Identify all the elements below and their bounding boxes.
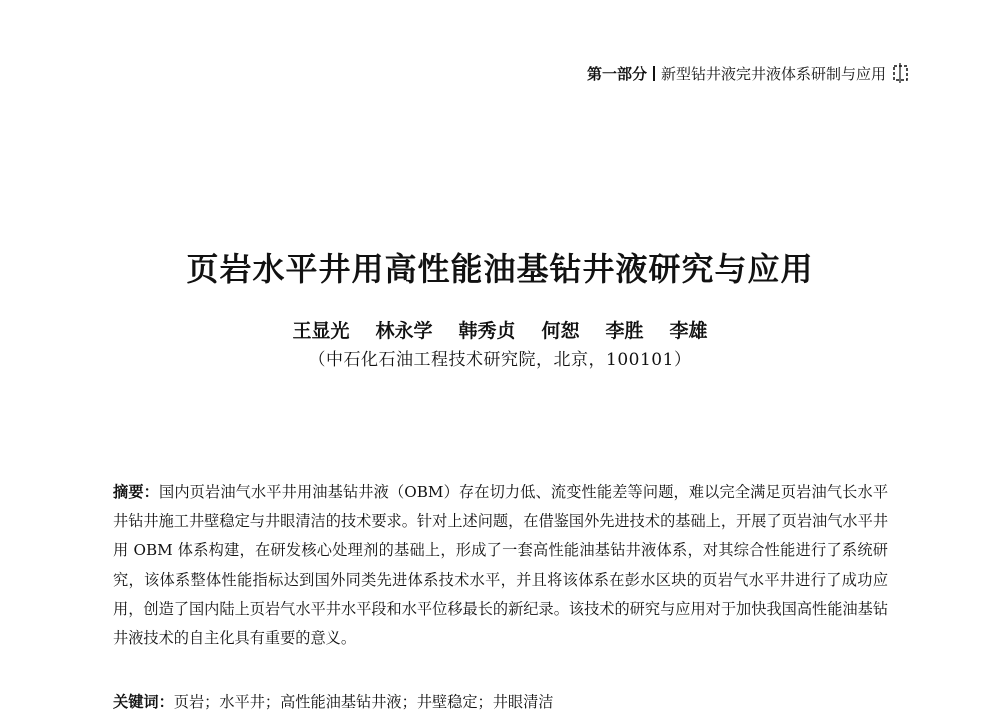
abstract [113,478,888,653]
header-part: 第一部分 [586,64,647,83]
author-name: 王显光 [292,320,350,342]
corner-mark-icon [892,62,910,84]
keywords-text: 页岩；水平井；高性能油基钻井液；井壁稳定；井眼清洁 [173,693,554,711]
abstract-label: 摘要： [113,483,159,501]
header-separator [653,66,655,81]
author-name: 何恕 [541,320,580,342]
paper-title: 页岩水平井用高性能油基钻井液研究与应用 [186,250,814,288]
author-name: 李胜 [605,320,644,342]
abstract-text: 国内页岩油气水平井用油基钻井液（OBM）存在切力低、流变性能差等问题，难以完全满足页岩油气长水平井钻井施工井壁稳定与井眼清洁的技术要求。针对上述问题，在借鉴国外先进技术的基础上，开展了页岩油气水平井用 OBM 体系构建，在研发核心处理剂的基础上，形成了一套高性能油基钻井液体系，对其综合性能进行了系统研究，该体系整体性能指标达到国外同类先进体系技术水平，并且将该体系在彭水区块的页岩气水平井进行了成功应用，创造了国内陆上页岩气水平井水平段和水平位移最长的新纪录。该技术的研究与应用对于加快我国高性能油基钻井液技术的自主化具有重要的意义。 [113,483,889,648]
running-header [500,58,910,88]
author-name: 韩秀贞 [458,320,516,342]
affiliation: （中石化石油工程技术研究院，北京，100101） [308,350,692,370]
author-name: 林永学 [375,320,433,342]
author-list [0,316,1000,343]
keywords-label: 关键词： [113,693,174,711]
header-series: 新型钻井液完井液体系研制与应用 [660,64,886,83]
keywords [113,691,888,713]
author-name: 李雄 [669,320,708,342]
